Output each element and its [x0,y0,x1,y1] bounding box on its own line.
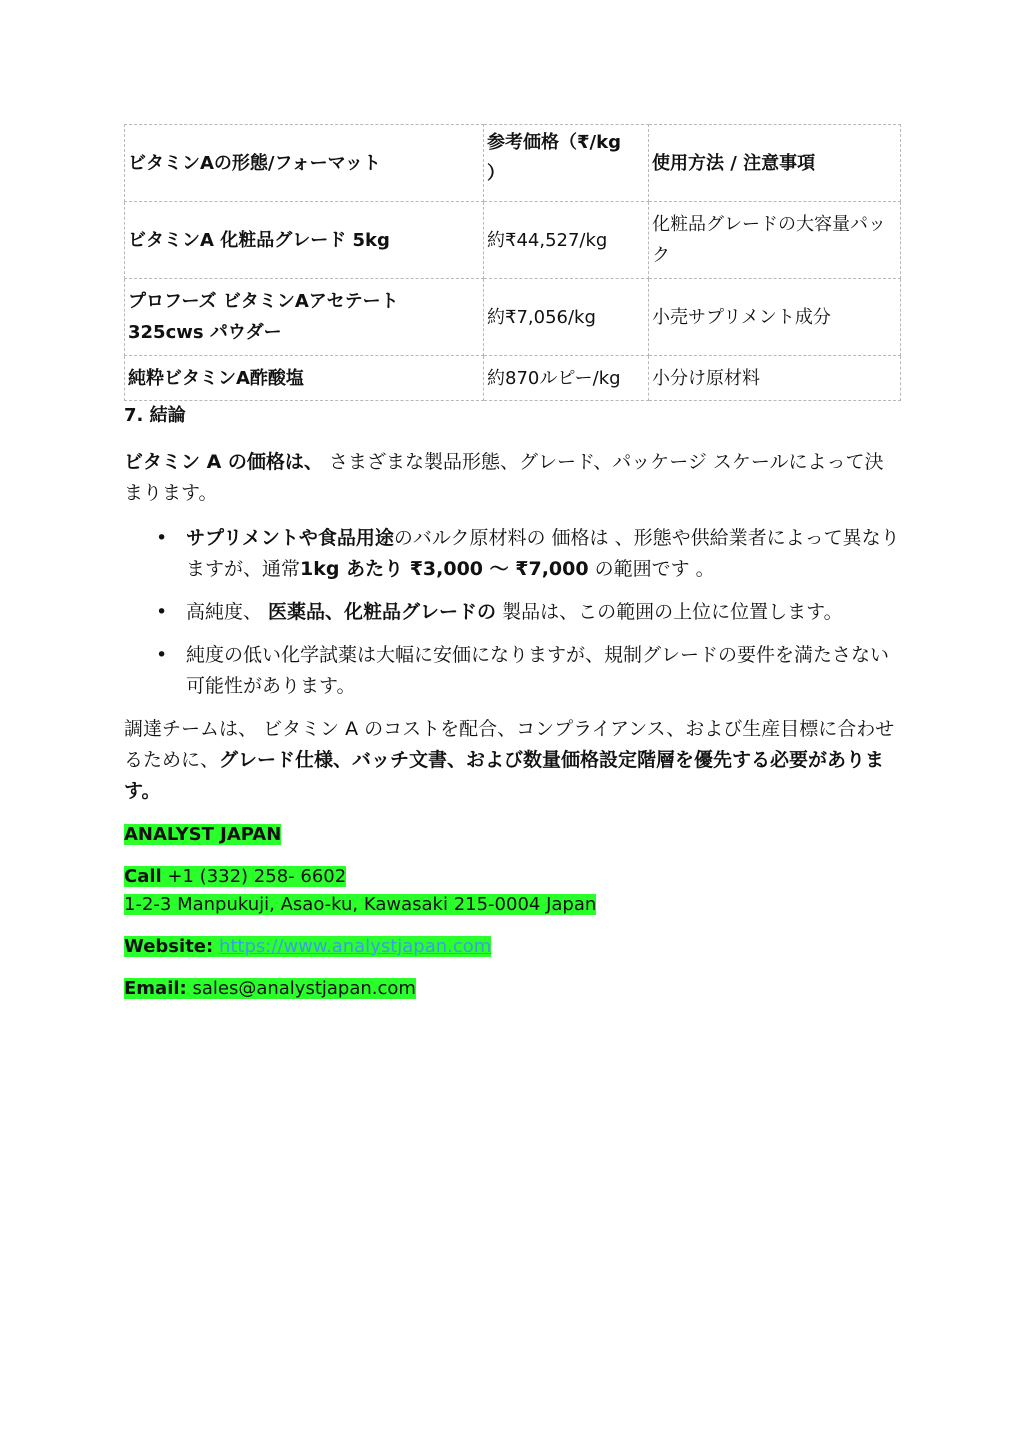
table-row [125,202,901,279]
bullet-icon: • [156,601,168,623]
cell-price: 約₹44,527/kg [484,202,649,279]
intro-bold: ビタミン A の価格は、 [124,451,323,473]
email-label: Email: [124,978,187,999]
phone-line [124,866,346,887]
list-item [156,597,900,628]
closing-text: 調達チームは、 ビタミン A のコストを配合、コンプライアンス、および生産目標に合わせるために、 [124,718,895,771]
list-item [156,640,900,702]
bullet-text: 純度の低い化学試薬は大幅に安価になりますが、規制グレードの要件を満たさない可能性があります。 [186,644,890,697]
bullet-text: のバルク原材料の 価格は 、形態や供給業者によって異なりますが、通常 [186,527,900,580]
cell-usage: 化粧品グレードの大容量パック [649,202,901,279]
contact-email [124,975,900,1003]
cell-price: 約₹7,056/kg [484,279,649,356]
cell-format: プロフーズ ビタミンAアセテート 325cws パウダー [125,279,484,356]
email-line [124,978,416,999]
website-line [124,936,491,957]
document-page [124,124,900,1003]
cell-usage: 小売サプリメント成分 [649,279,901,356]
cell-usage: 小分け原材料 [649,356,901,401]
address: 1-2-3 Manpukuji, Asao-ku, Kawasaki 215-0004 Japan [124,894,597,915]
contact-phone-block [124,863,900,919]
conclusion-intro [124,447,900,509]
call-label: Call [124,866,162,887]
contact-website [124,933,900,961]
bullet-bold: 医薬品、化粧品グレードの [268,601,497,623]
cell-price: 約870ルピー/kg [484,356,649,401]
header-cell-format: ビタミンAの形態/フォーマット [125,125,484,202]
cell-format: ビタミンA 化粧品グレード 5kg [125,202,484,279]
company-name: ANALYST JAPAN [124,824,282,845]
website-label: Website: [124,936,214,957]
contact-company [124,821,900,849]
table-row [125,279,901,356]
table-header-row [125,125,901,202]
closing-bold: グレード仕様、バッチ文書、および数量価格設定階層を優先する必要があります。 [124,749,885,802]
website-link[interactable]: https://www.analystjapan.com [218,936,492,957]
email-address: sales@analystjapan.com [186,978,416,999]
section-heading: 7. 結論 [124,405,186,426]
closing-paragraph [124,714,900,807]
bullet-icon: • [156,527,168,549]
phone-number: +1 (332) 258- 6602 [161,866,347,887]
header-cell-price: 参考価格（₹/kg ） [484,125,649,202]
conclusion-bullets [124,523,900,702]
bullet-text: 高純度、 [186,601,269,623]
bullet-text: の範囲です 。 [588,558,715,580]
cell-format: 純粋ビタミンA酢酸塩 [125,356,484,401]
bullet-bold: サプリメントや食品用途 [186,527,394,549]
bullet-text: 製品は、この範囲の上位に位置します。 [496,601,843,623]
price-table [124,124,901,401]
bullet-bold: 1kg あたり ₹3,000 〜 ₹7,000 [300,558,589,580]
header-cell-usage: 使用方法 / 注意事項 [649,125,901,202]
table-row [125,356,901,401]
list-item [156,523,900,585]
intro-text: さまざまな製品形態、グレード、パッケージ スケールによって決まります。 [124,451,884,504]
bullet-icon: • [156,644,168,666]
